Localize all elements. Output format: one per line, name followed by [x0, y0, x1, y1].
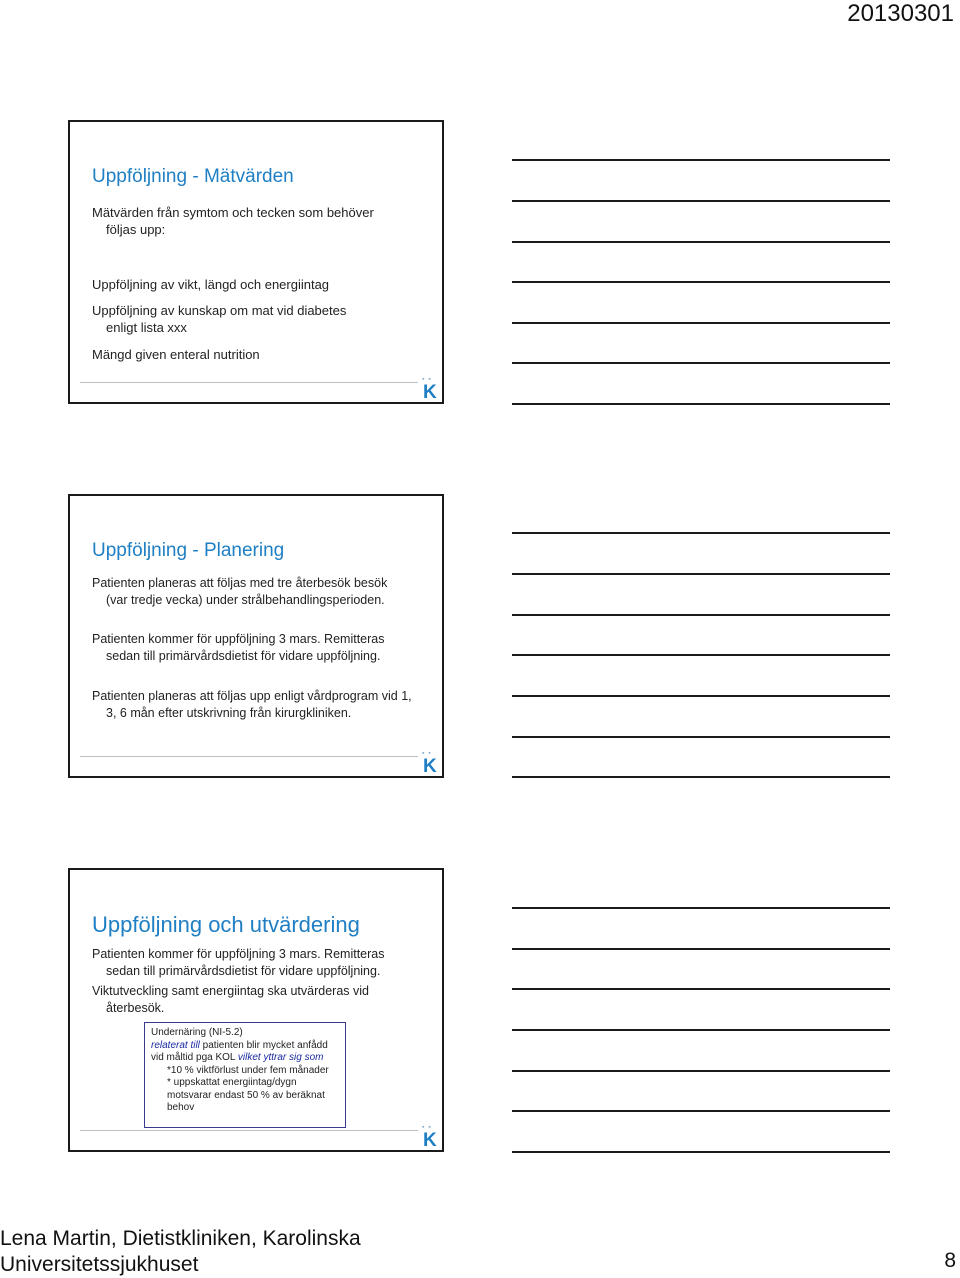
slide-2	[68, 494, 444, 778]
footer-line-2: Universitetssjukhuset	[0, 1253, 199, 1276]
slide-footer-divider	[80, 1130, 418, 1131]
note-line	[512, 776, 890, 778]
note-line	[512, 614, 890, 616]
note-line	[512, 1151, 890, 1153]
slide-text: Patienten planeras att följas med tre återbesök besök (var tredje vecka) under strålbehandlingsperioden.	[92, 576, 388, 607]
note-line	[512, 200, 890, 202]
slide-text: Mängd given enteral nutrition	[92, 347, 260, 362]
note-line	[512, 1070, 890, 1072]
karolinska-logo-icon: ▪ ▪ K	[422, 376, 437, 403]
karolinska-logo-icon: ▪ ▪ K	[422, 1124, 437, 1151]
karolinska-logo-icon: ▪ ▪ K	[422, 750, 437, 777]
note-line	[512, 322, 890, 324]
note-line	[512, 948, 890, 950]
slide-text: Viktutveckling samt energiintag ska utvärderas vid återbesök.	[92, 984, 369, 1015]
note-line	[512, 362, 890, 364]
note-line	[512, 281, 890, 283]
note-line	[512, 532, 890, 534]
slide-text: Patienten kommer för uppföljning 3 mars. Remitteras sedan till primärvårdsdietist för vidare uppföljning.	[92, 947, 385, 978]
slide-footer-divider	[80, 756, 418, 757]
note-line	[512, 1110, 890, 1112]
note-line	[512, 241, 890, 243]
slide-text: Mätvärden från symtom och tecken som behöver följas upp:	[92, 205, 374, 237]
slide-1	[68, 120, 444, 404]
slide-3	[68, 868, 444, 1152]
slide-title: Uppföljning och utvärdering	[92, 912, 360, 937]
footer-line-1: Lena Martin, Dietistkliniken, Karolinska	[0, 1227, 361, 1250]
slide-footer-divider	[80, 382, 418, 383]
slide-text: Uppföljning av vikt, längd och energiintag	[92, 277, 330, 292]
page-number: 8	[944, 1249, 956, 1272]
note-line	[512, 573, 890, 575]
slide-text: Patienten kommer för uppföljning 3 mars. Remitteras sedan till primärvårdsdietist för vidare uppföljning.	[92, 632, 385, 663]
note-line	[512, 988, 890, 990]
diagnosis-box: Undernäring (NI-5.2) relaterat till patienten blir mycket anfådd vid måltid pga KOL vilket yttrar sig som *10 % viktförlust under fem månader * uppskattat energiintag/dygn motsvarar endast 50 % av beräknat behov	[144, 1022, 346, 1128]
note-line	[512, 1029, 890, 1031]
page-footer	[0, 1226, 361, 1278]
note-line	[512, 654, 890, 656]
slide-title: Uppföljning - Planering	[92, 540, 285, 561]
note-line	[512, 695, 890, 697]
note-line	[512, 907, 890, 909]
note-line	[512, 403, 890, 405]
slide-text: Uppföljning av kunskap om mat vid diabetes enligt lista xxx	[92, 303, 347, 335]
note-line	[512, 159, 890, 161]
header-date: 20130301	[847, 0, 954, 27]
note-line	[512, 736, 890, 738]
slide-text: Patienten planeras att följas upp enligt vårdprogram vid 1, 3, 6 mån efter utskrivning från kirurgkliniken.	[92, 689, 412, 720]
slide-title: Uppföljning - Mätvärden	[92, 166, 294, 187]
